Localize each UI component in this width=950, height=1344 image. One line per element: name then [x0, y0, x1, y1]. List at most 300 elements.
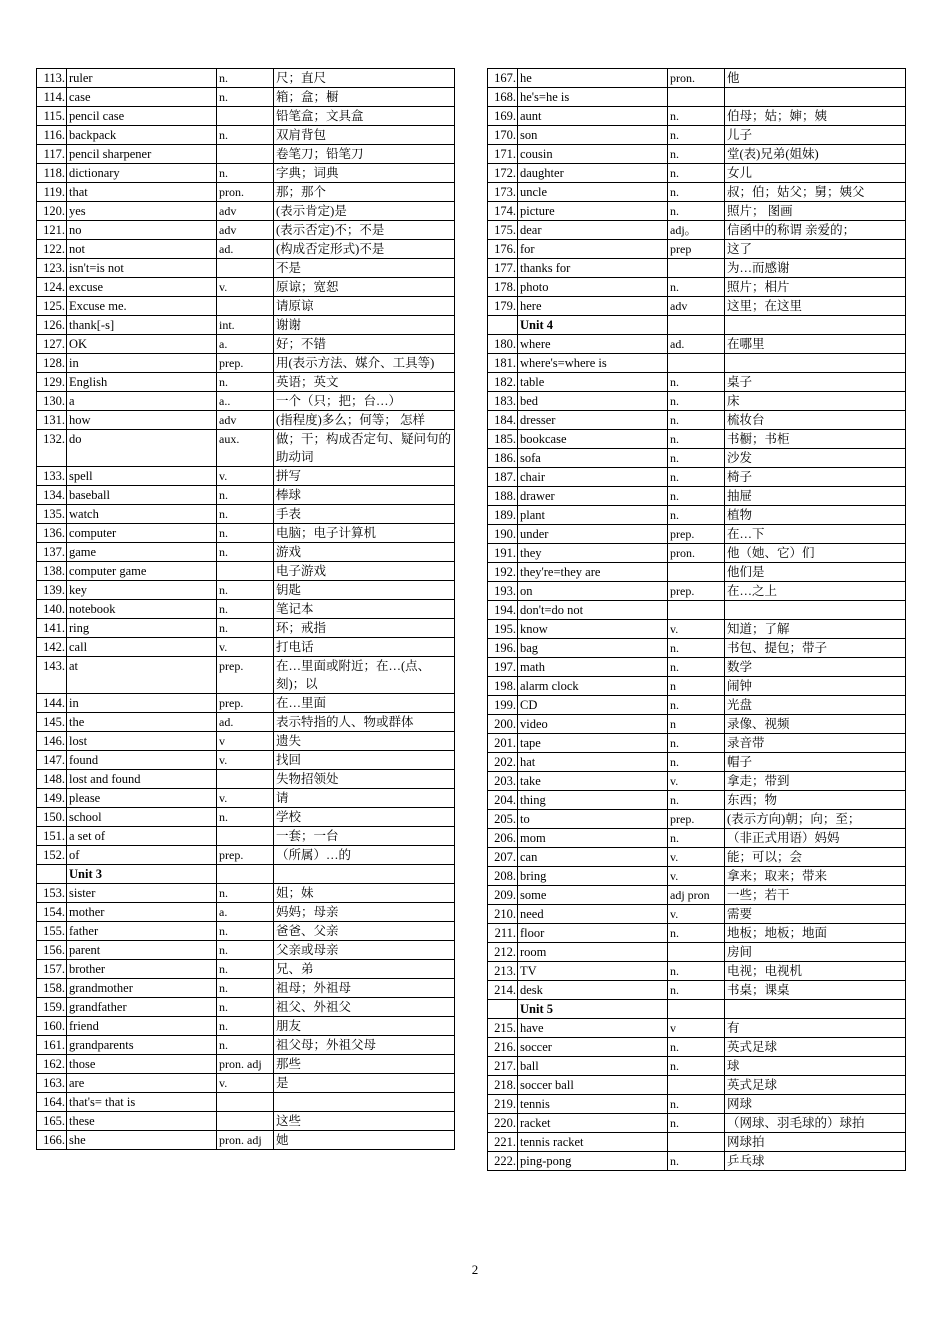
entry-number: 182. — [488, 373, 518, 392]
entry-part-of-speech: adj pron — [668, 886, 725, 905]
vocab-row — [37, 979, 455, 998]
entry-word: picture — [518, 202, 668, 221]
entry-number: 213. — [488, 962, 518, 981]
vocab-row — [37, 354, 455, 373]
entry-number: 128. — [37, 354, 67, 373]
entry-meaning: 知道；了解 — [725, 620, 906, 639]
vocab-row — [37, 922, 455, 941]
entry-word: CD — [518, 696, 668, 715]
vocab-row — [488, 791, 906, 810]
entry-word: dear — [518, 221, 668, 240]
entry-part-of-speech: prep. — [217, 694, 274, 713]
vocab-row — [488, 829, 906, 848]
entry-word: thanks for — [518, 259, 668, 278]
vocab-row — [37, 638, 455, 657]
vocab-row — [488, 69, 906, 88]
entry-word: chair — [518, 468, 668, 487]
vocab-row — [488, 772, 906, 791]
entry-meaning: （非正式用语）妈妈 — [725, 829, 906, 848]
entry-word: son — [518, 126, 668, 145]
vocab-row — [488, 487, 906, 506]
vocab-row — [488, 753, 906, 772]
entry-word: hat — [518, 753, 668, 772]
entry-number: 189. — [488, 506, 518, 525]
entry-number: 198. — [488, 677, 518, 696]
entry-number: 172. — [488, 164, 518, 183]
entry-part-of-speech: pron. — [668, 69, 725, 88]
entry-meaning: 棒球 — [274, 486, 455, 505]
entry-part-of-speech — [668, 943, 725, 962]
entry-number: 177. — [488, 259, 518, 278]
entry-number: 149. — [37, 789, 67, 808]
vocab-row — [37, 808, 455, 827]
entry-number: 221. — [488, 1133, 518, 1152]
entry-part-of-speech: n. — [217, 88, 274, 107]
entry-part-of-speech: n. — [217, 505, 274, 524]
entry-part-of-speech: n. — [217, 941, 274, 960]
entry-word: school — [67, 808, 217, 827]
vocab-row — [488, 145, 906, 164]
vocab-table-right — [487, 68, 906, 1171]
entry-part-of-speech: n — [668, 677, 725, 696]
entry-meaning — [725, 354, 906, 373]
vocab-row — [488, 715, 906, 734]
entry-part-of-speech: v. — [668, 848, 725, 867]
entry-number: 119. — [37, 183, 67, 202]
entry-word: the — [67, 713, 217, 732]
entry-word: uncle — [518, 183, 668, 202]
entry-number: 175. — [488, 221, 518, 240]
entry-part-of-speech: pron. — [668, 544, 725, 563]
entry-meaning: 谢谢 — [274, 316, 455, 335]
vocab-row — [488, 886, 906, 905]
entry-word: on — [518, 582, 668, 601]
entry-word: ring — [67, 619, 217, 638]
entry-number: 160. — [37, 1017, 67, 1036]
vocab-row — [37, 1131, 455, 1150]
entry-part-of-speech: n. — [217, 979, 274, 998]
entry-number: 130. — [37, 392, 67, 411]
entry-meaning: 原谅；宽恕 — [274, 278, 455, 297]
entry-word: alarm clock — [518, 677, 668, 696]
entry-part-of-speech: n. — [668, 164, 725, 183]
vocab-row — [488, 1095, 906, 1114]
entry-part-of-speech: n — [668, 715, 725, 734]
entry-number: 205. — [488, 810, 518, 829]
vocab-row — [488, 354, 906, 373]
vocab-row — [488, 525, 906, 544]
entry-number: 113. — [37, 69, 67, 88]
entry-part-of-speech: n. — [668, 373, 725, 392]
entry-word: excuse — [67, 278, 217, 297]
entry-meaning: 这了 — [725, 240, 906, 259]
entry-part-of-speech: n. — [668, 734, 725, 753]
entry-number: 181. — [488, 354, 518, 373]
entry-meaning: 儿子 — [725, 126, 906, 145]
entry-word: plant — [518, 506, 668, 525]
entry-number: 127. — [37, 335, 67, 354]
entry-part-of-speech: n. — [217, 1036, 274, 1055]
vocab-row — [37, 751, 455, 770]
entry-number: 199. — [488, 696, 518, 715]
entry-number: 133. — [37, 467, 67, 486]
entry-word: key — [67, 581, 217, 600]
entry-number: 174. — [488, 202, 518, 221]
vocab-row — [37, 713, 455, 732]
vocab-row — [488, 183, 906, 202]
entry-word: a — [67, 392, 217, 411]
entry-part-of-speech: pron. — [217, 183, 274, 202]
entry-part-of-speech: n. — [668, 658, 725, 677]
entry-word: tennis — [518, 1095, 668, 1114]
entry-meaning: 笔记本 — [274, 600, 455, 619]
entry-meaning: 一套；一台 — [274, 827, 455, 846]
entry-meaning: (构成否定形式)不是 — [274, 240, 455, 259]
entry-number: 188. — [488, 487, 518, 506]
entry-word: need — [518, 905, 668, 924]
vocab-row — [488, 848, 906, 867]
vocab-row — [488, 1133, 906, 1152]
entry-number: 211. — [488, 924, 518, 943]
entry-meaning: 椅子 — [725, 468, 906, 487]
entry-meaning — [274, 1093, 455, 1112]
entry-part-of-speech — [668, 1133, 725, 1152]
entry-number: 135. — [37, 505, 67, 524]
entry-number: 209. — [488, 886, 518, 905]
entry-meaning: 叔；伯；姑父；舅；姨父 — [725, 183, 906, 202]
entry-meaning: 桌子 — [725, 373, 906, 392]
vocab-row — [488, 620, 906, 639]
entry-number: 169. — [488, 107, 518, 126]
entry-word: tennis racket — [518, 1133, 668, 1152]
entry-part-of-speech — [668, 601, 725, 620]
entry-number: 121. — [37, 221, 67, 240]
entry-number: 192. — [488, 563, 518, 582]
vocab-row — [37, 1093, 455, 1112]
entry-number: 170. — [488, 126, 518, 145]
entry-number: 208. — [488, 867, 518, 886]
entry-meaning: 英语；英文 — [274, 373, 455, 392]
entry-word: bring — [518, 867, 668, 886]
entry-meaning: 沙发 — [725, 449, 906, 468]
entry-meaning: 为…而感谢 — [725, 259, 906, 278]
entry-number: 131. — [37, 411, 67, 430]
entry-word: watch — [67, 505, 217, 524]
entry-word: that's= that is — [67, 1093, 217, 1112]
entry-meaning: 打电话 — [274, 638, 455, 657]
entry-part-of-speech — [668, 1076, 725, 1095]
entry-number: 212. — [488, 943, 518, 962]
entry-word: isn't=is not — [67, 259, 217, 278]
entry-number: 183. — [488, 392, 518, 411]
vocab-row — [488, 677, 906, 696]
entry-meaning: 植物 — [725, 506, 906, 525]
entry-part-of-speech: n. — [668, 1095, 725, 1114]
entry-meaning: 电视；电视机 — [725, 962, 906, 981]
entry-word: are — [67, 1074, 217, 1093]
vocab-row — [488, 259, 906, 278]
vocab-row — [37, 941, 455, 960]
entry-meaning: 兄、弟 — [274, 960, 455, 979]
entry-number: 218. — [488, 1076, 518, 1095]
entry-number: 144. — [37, 694, 67, 713]
entry-meaning: 铅笔盒；文具盒 — [274, 107, 455, 126]
vocab-row — [488, 1019, 906, 1038]
entry-part-of-speech: n. — [217, 619, 274, 638]
vocab-row — [488, 1152, 906, 1171]
vocab-row — [488, 430, 906, 449]
entry-part-of-speech: n. — [668, 1114, 725, 1133]
entry-part-of-speech: prep. — [668, 582, 725, 601]
entry-part-of-speech: prep. — [668, 810, 725, 829]
entry-meaning: 一些；若干 — [725, 886, 906, 905]
entry-part-of-speech: n. — [217, 922, 274, 941]
entry-number: 155. — [37, 922, 67, 941]
entry-meaning: 网球 — [725, 1095, 906, 1114]
entry-word: that — [67, 183, 217, 202]
entry-meaning: 书桌；课桌 — [725, 981, 906, 1000]
entry-word: table — [518, 373, 668, 392]
entry-meaning: 他（她、它）们 — [725, 544, 906, 563]
entry-word: friend — [67, 1017, 217, 1036]
entry-number: 164. — [37, 1093, 67, 1112]
vocab-row — [37, 903, 455, 922]
entry-number: 207. — [488, 848, 518, 867]
entry-part-of-speech: n. — [668, 1057, 725, 1076]
entry-word: know — [518, 620, 668, 639]
entry-number: 171. — [488, 145, 518, 164]
entry-word: here — [518, 297, 668, 316]
entry-meaning: 祖母；外祖母 — [274, 979, 455, 998]
vocab-row — [37, 164, 455, 183]
vocab-row — [488, 639, 906, 658]
entry-number: 117. — [37, 145, 67, 164]
entry-part-of-speech: aux. — [217, 430, 274, 467]
entry-word: do — [67, 430, 217, 467]
vocab-row — [488, 278, 906, 297]
entry-meaning: 光盘 — [725, 696, 906, 715]
entry-part-of-speech: n. — [217, 486, 274, 505]
entry-part-of-speech: n. — [668, 202, 725, 221]
vocab-row — [488, 563, 906, 582]
vocab-row — [488, 449, 906, 468]
entry-part-of-speech — [217, 562, 274, 581]
vocab-row — [488, 867, 906, 886]
entry-meaning: 这些 — [274, 1112, 455, 1131]
vocab-table-right-body — [488, 69, 906, 1171]
entry-part-of-speech — [217, 865, 274, 884]
entry-meaning: 一个（只；把；台…） — [274, 392, 455, 411]
entry-meaning: 地板；地板；地面 — [725, 924, 906, 943]
entry-part-of-speech: v. — [217, 789, 274, 808]
entry-word: photo — [518, 278, 668, 297]
entry-meaning: 朋友 — [274, 1017, 455, 1036]
vocab-row — [37, 884, 455, 903]
vocab-row — [488, 221, 906, 240]
entry-meaning: 环；戒指 — [274, 619, 455, 638]
entry-number: 141. — [37, 619, 67, 638]
entry-part-of-speech: v. — [668, 772, 725, 791]
entry-part-of-speech: n. — [668, 430, 725, 449]
entry-word: he's=he is — [518, 88, 668, 107]
entry-word: video — [518, 715, 668, 734]
entry-word: sofa — [518, 449, 668, 468]
vocab-row — [37, 789, 455, 808]
entry-number: 123. — [37, 259, 67, 278]
entry-meaning: 梳妆台 — [725, 411, 906, 430]
entry-word: spell — [67, 467, 217, 486]
entry-number: 204. — [488, 791, 518, 810]
entry-part-of-speech: n. — [668, 183, 725, 202]
entry-meaning: 英式足球 — [725, 1076, 906, 1095]
entry-word: a set of — [67, 827, 217, 846]
entry-part-of-speech: a.. — [217, 392, 274, 411]
entry-number: 122. — [37, 240, 67, 259]
entry-meaning: 尺；直尺 — [274, 69, 455, 88]
entry-part-of-speech: n. — [217, 164, 274, 183]
entry-word: lost and found — [67, 770, 217, 789]
vocab-row — [488, 1038, 906, 1057]
vocab-row — [488, 943, 906, 962]
entry-number: 217. — [488, 1057, 518, 1076]
vocab-row — [488, 924, 906, 943]
entry-word: don't=do not — [518, 601, 668, 620]
entry-meaning: 房间 — [725, 943, 906, 962]
entry-part-of-speech: prep. — [217, 354, 274, 373]
vocab-row — [37, 107, 455, 126]
entry-part-of-speech: n. — [217, 543, 274, 562]
entry-number: 118. — [37, 164, 67, 183]
entry-part-of-speech: pron. adj — [217, 1055, 274, 1074]
entry-number: 114. — [37, 88, 67, 107]
entry-word: drawer — [518, 487, 668, 506]
vocab-row — [37, 524, 455, 543]
entry-part-of-speech: prep. — [668, 525, 725, 544]
entry-word: tape — [518, 734, 668, 753]
vocab-row — [37, 732, 455, 751]
vocab-row — [488, 981, 906, 1000]
entry-part-of-speech: a. — [217, 335, 274, 354]
page-number: 2 — [471, 1262, 479, 1277]
entry-word: bookcase — [518, 430, 668, 449]
entry-part-of-speech: v. — [217, 1074, 274, 1093]
entry-part-of-speech: n. — [217, 373, 274, 392]
entry-meaning: 箱；盒；橱 — [274, 88, 455, 107]
entry-word: Unit 3 — [67, 865, 217, 884]
vocab-row — [488, 696, 906, 715]
entry-part-of-speech: v — [668, 1019, 725, 1038]
entry-number: 215. — [488, 1019, 518, 1038]
entry-word: ruler — [67, 69, 217, 88]
entry-meaning: 照片；相片 — [725, 278, 906, 297]
entry-part-of-speech: n. — [217, 998, 274, 1017]
entry-meaning: 堂(表)兄弟(姐妹) — [725, 145, 906, 164]
entry-number: 152. — [37, 846, 67, 865]
entry-word: aunt — [518, 107, 668, 126]
vocab-row — [37, 69, 455, 88]
vocab-row — [37, 259, 455, 278]
vocab-table-left — [36, 68, 455, 1150]
entry-word: game — [67, 543, 217, 562]
entry-part-of-speech: n. — [668, 962, 725, 981]
entry-word: racket — [518, 1114, 668, 1133]
entry-part-of-speech: v. — [217, 751, 274, 770]
entry-number: 197. — [488, 658, 518, 677]
entry-word: no — [67, 221, 217, 240]
entry-number: 132. — [37, 430, 67, 467]
entry-part-of-speech — [217, 107, 274, 126]
entry-meaning: 父亲或母亲 — [274, 941, 455, 960]
vocab-row — [37, 411, 455, 430]
entry-part-of-speech: n. — [668, 1038, 725, 1057]
entry-number: 210. — [488, 905, 518, 924]
entry-part-of-speech: prep. — [217, 657, 274, 694]
entry-number: 195. — [488, 620, 518, 639]
vocab-row — [37, 998, 455, 1017]
entry-meaning: 爸爸、父亲 — [274, 922, 455, 941]
entry-number: 193. — [488, 582, 518, 601]
vocab-row — [37, 202, 455, 221]
entry-meaning: 书包、提包；带子 — [725, 639, 906, 658]
entry-word: mother — [67, 903, 217, 922]
entry-meaning: 英式足球 — [725, 1038, 906, 1057]
entry-word: Unit 5 — [518, 1000, 668, 1019]
entry-number: 139. — [37, 581, 67, 600]
vocab-row — [488, 506, 906, 525]
entry-meaning: 床 — [725, 392, 906, 411]
entry-meaning: 需要 — [725, 905, 906, 924]
entry-meaning: 妈妈；母亲 — [274, 903, 455, 922]
entry-meaning — [725, 1000, 906, 1019]
vocab-row — [488, 962, 906, 981]
entry-number: 201. — [488, 734, 518, 753]
entry-word: daughter — [518, 164, 668, 183]
entry-word: notebook — [67, 600, 217, 619]
entry-number: 194. — [488, 601, 518, 620]
entry-number: 176. — [488, 240, 518, 259]
entry-part-of-speech: v. — [217, 278, 274, 297]
entry-meaning: 在…里面 — [274, 694, 455, 713]
vocab-row — [37, 562, 455, 581]
entry-number: 136. — [37, 524, 67, 543]
entry-part-of-speech: n. — [668, 506, 725, 525]
entry-part-of-speech: n. — [668, 145, 725, 164]
entry-meaning: 遗失 — [274, 732, 455, 751]
vocab-row — [488, 126, 906, 145]
entry-number: 137. — [37, 543, 67, 562]
entry-meaning: 游戏 — [274, 543, 455, 562]
entry-number: 116. — [37, 126, 67, 145]
entry-part-of-speech: prep. — [217, 846, 274, 865]
entry-number: 185. — [488, 430, 518, 449]
entry-meaning: 失物招领处 — [274, 770, 455, 789]
entry-number: 124. — [37, 278, 67, 297]
vocab-row — [488, 297, 906, 316]
entry-meaning: 女儿 — [725, 164, 906, 183]
entry-part-of-speech — [668, 563, 725, 582]
entry-number: 180. — [488, 335, 518, 354]
vocab-row — [37, 543, 455, 562]
entry-part-of-speech: n. — [217, 524, 274, 543]
entry-word: grandparents — [67, 1036, 217, 1055]
vocab-row — [37, 657, 455, 694]
vocab-row — [488, 202, 906, 221]
entry-number: 146. — [37, 732, 67, 751]
vocab-row — [37, 392, 455, 411]
entry-word: math — [518, 658, 668, 677]
entry-meaning: 他们是 — [725, 563, 906, 582]
entry-meaning: 帽子 — [725, 753, 906, 772]
